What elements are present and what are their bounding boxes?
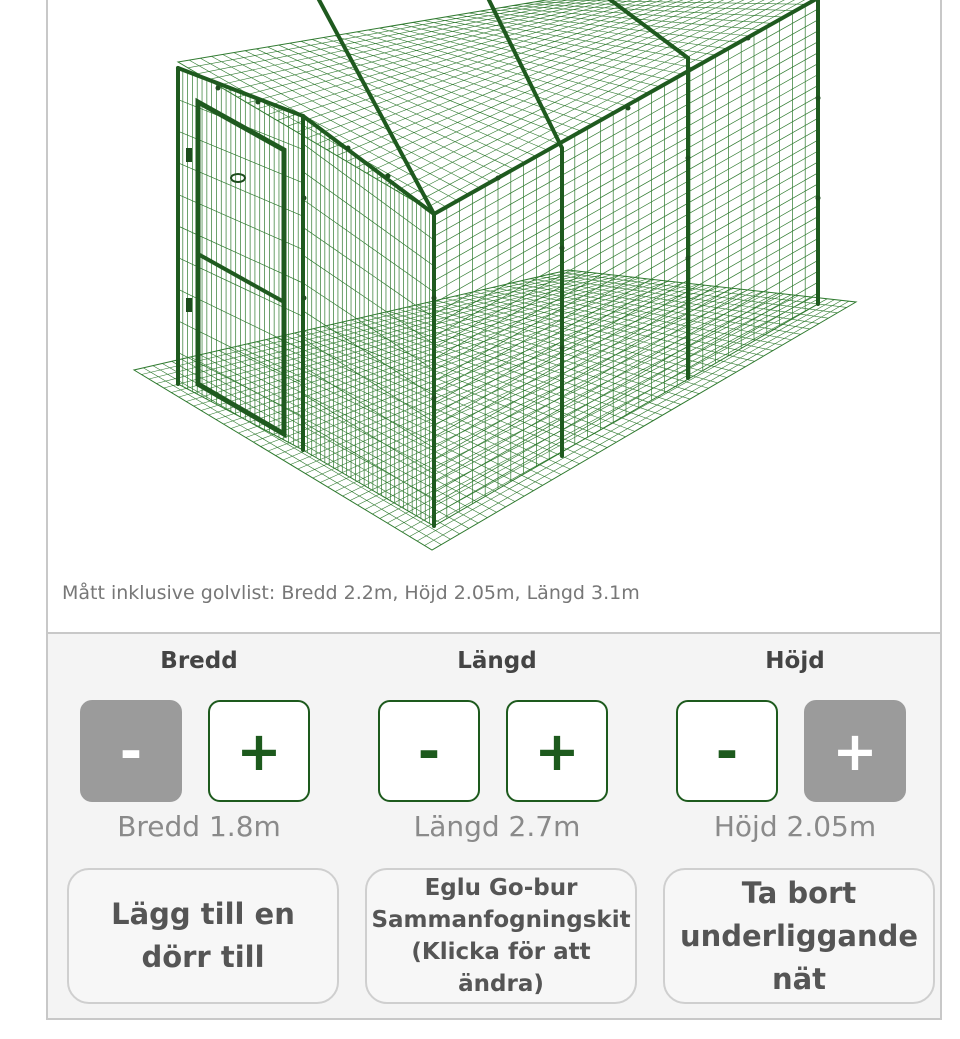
- width-decrease-button[interactable]: -: [80, 700, 182, 802]
- remove-underlay-button[interactable]: [663, 868, 935, 1004]
- roof-mesh-wire: [277, 0, 658, 120]
- door-hinge: [186, 148, 192, 162]
- frame-bolt: [560, 246, 565, 251]
- length-increase-button[interactable]: +: [506, 700, 608, 802]
- frame-bolt: [432, 396, 437, 401]
- roof-mesh-wire: [396, 0, 778, 191]
- width-title: Bredd: [160, 648, 238, 674]
- frame-bolt: [816, 96, 821, 101]
- floor-mesh-wire: [219, 350, 515, 501]
- connection-kit-label: Eglu Go-bur Sammanfogningskit (Klicka för att ändra): [371, 875, 631, 997]
- frame-bolt: [386, 174, 391, 179]
- frame-bolt: [216, 86, 221, 91]
- connection-kit-button[interactable]: [365, 868, 637, 1004]
- door-hinge: [186, 298, 192, 312]
- roof-mesh-wire: [334, 36, 593, 125]
- roof-mesh-wire: [189, 60, 447, 208]
- width-value: Bredd 1.8m: [117, 810, 281, 843]
- frame-bolt: [302, 196, 307, 201]
- frame-bolt: [496, 176, 501, 181]
- frame-bolt: [256, 100, 261, 105]
- size-controls: [48, 634, 940, 1018]
- product-preview: [48, 0, 940, 634]
- walk-in-run-image: [48, 0, 940, 578]
- frame-bolt: [746, 36, 751, 41]
- floor-mesh-wire: [474, 292, 764, 356]
- height-value: Höjd 2.05m: [713, 810, 877, 843]
- frame-bolt: [816, 196, 821, 201]
- frame-bolt: [302, 296, 307, 301]
- add-door-label: Lägg till en dörr till: [111, 897, 295, 974]
- add-door-button[interactable]: [67, 868, 339, 1004]
- floor-mesh-wire: [342, 322, 635, 431]
- frame-bolt: [686, 256, 691, 261]
- roof-mesh-wire: [228, 0, 608, 91]
- configurator-panel: [46, 0, 942, 1020]
- remove-underlay-label: Ta bort underliggande nät: [679, 875, 919, 996]
- dimensions-caption: Mått inklusive golvlist: Bredd 2.2m, Höjd 2.05m, Längd 3.1m: [62, 582, 640, 604]
- frame-bolt: [626, 106, 631, 111]
- roof-mesh-wire: [256, 49, 514, 170]
- floor-mesh-wire: [228, 348, 524, 496]
- length-value: Längd 2.7m: [413, 810, 581, 843]
- roof-mesh-wire: [223, 54, 481, 188]
- frame-bolt: [686, 156, 691, 161]
- frame-bolt: [346, 146, 351, 151]
- width-increase-button[interactable]: +: [208, 700, 310, 802]
- roof-mesh-wire: [287, 0, 668, 126]
- door-handle: [231, 174, 245, 182]
- length-title: Längd: [457, 648, 537, 674]
- height-increase-button[interactable]: +: [804, 700, 906, 802]
- height-title: Höjd: [765, 648, 825, 674]
- height-decrease-button[interactable]: -: [676, 700, 778, 802]
- roof-mesh-wire: [406, 0, 788, 196]
- door-crossbar: [198, 254, 284, 302]
- roof-mesh-wire: [357, 32, 616, 112]
- length-decrease-button[interactable]: -: [378, 700, 480, 802]
- roof-mesh-wire: [346, 34, 605, 119]
- frame-bolt: [560, 346, 565, 351]
- roof-mesh-wire: [446, 17, 705, 62]
- roof-mesh-wire: [413, 22, 672, 80]
- frame-bolt: [432, 296, 437, 301]
